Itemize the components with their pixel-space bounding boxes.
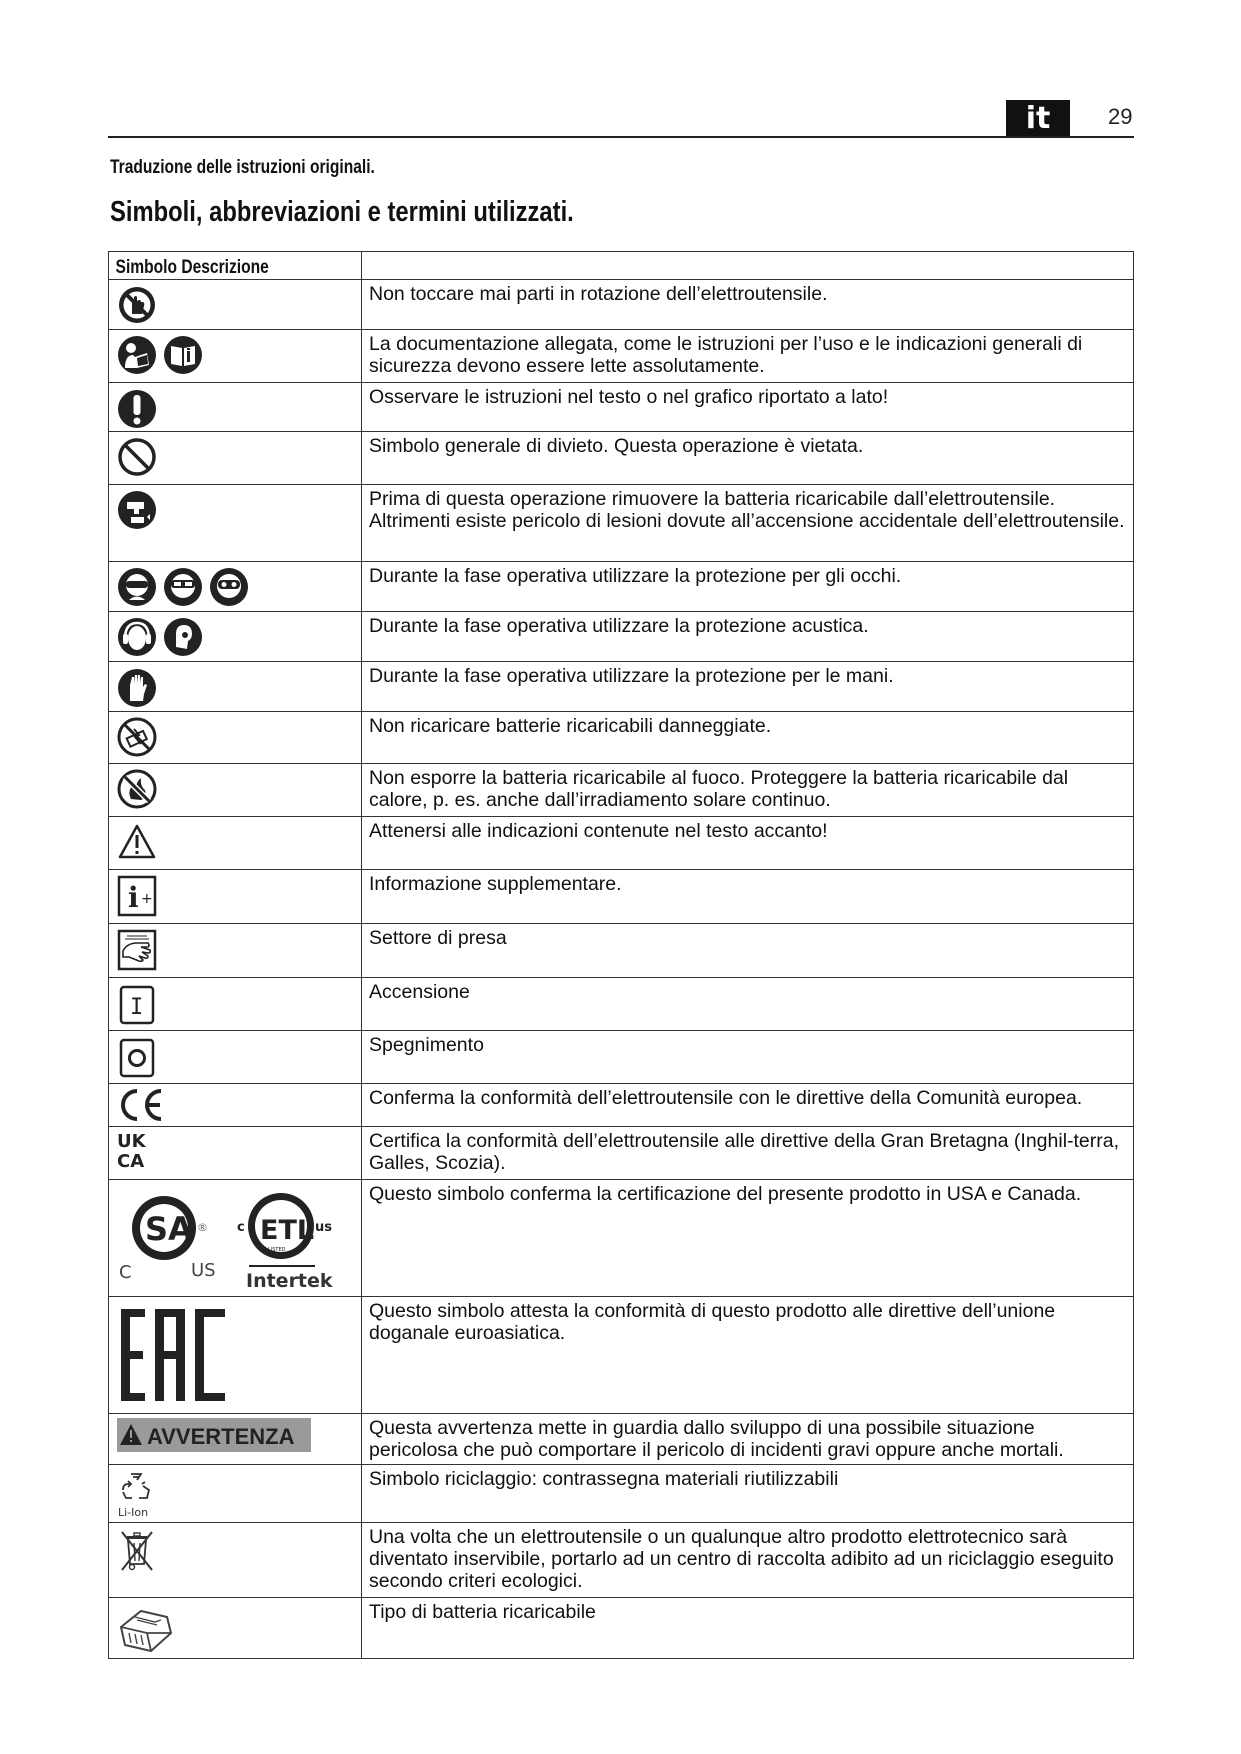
warning-triangle-icon <box>117 822 157 862</box>
table-header-cell <box>109 252 362 280</box>
table-row <box>109 383 1134 432</box>
document-subtitle: Traduzione delle istruzioni originali. <box>110 157 375 178</box>
row-description: Osservare le istruzioni nel testo o nel grafico riportato a lato! <box>362 383 1134 432</box>
etl-letters: ETL <box>260 1215 315 1246</box>
row-description: Conferma la conformità dell’elettroutensile con le direttive della Comunità europea. <box>362 1084 1134 1127</box>
goggles-icon <box>163 567 203 607</box>
table-row <box>109 485 1134 562</box>
plus-glyph: + <box>141 891 153 907</box>
page-title: Simboli, abbreviazioni e termini utilizzati. <box>110 196 574 228</box>
row-description: Informazione supplementare. <box>362 870 1134 924</box>
language-badge: it <box>1006 100 1070 136</box>
safety-glasses-icon <box>117 567 157 607</box>
etl-mark-icon <box>237 1186 337 1292</box>
table-header-row <box>109 252 1134 280</box>
ear-protection-icon <box>163 617 203 657</box>
table-row <box>109 1084 1134 1127</box>
row-description: Certifica la conformità dell’elettroutensile alle direttive della Gran Bretagna (Inghil-terra, Galles, Scozia). <box>362 1127 1134 1180</box>
table-row <box>109 817 1134 870</box>
row-description: Accensione <box>362 978 1134 1031</box>
hand-protection-icon <box>117 667 157 709</box>
table-row <box>109 1414 1134 1465</box>
row-description: Attenersi alle indicazioni contenute nel testo accanto! <box>362 817 1134 870</box>
table-row <box>109 924 1134 978</box>
row-description: Spegnimento <box>362 1031 1134 1084</box>
row-description: Non toccare mai parti in rotazione dell’elettroutensile. <box>362 280 1134 330</box>
no-charge-damaged-battery-icon <box>117 717 157 757</box>
row-description: Questo simbolo conferma la certificazione del presente prodotto in USA e Canada. <box>362 1180 1134 1297</box>
row-description: Una volta che un elettroutensile o un qualunque altro prodotto elettrotecnico sarà diventato inservibile, portarlo ad un centro di raccolta adibito ad un riciclaggio eseguito secondo criteri ecologici. <box>362 1523 1134 1598</box>
listed-text: LISTED <box>268 1247 286 1253</box>
table-row <box>109 1297 1134 1414</box>
table-row <box>109 978 1134 1031</box>
header-rule <box>108 136 1134 138</box>
intertek-text: Intertek <box>246 1270 333 1292</box>
ear-muffs-icon <box>117 617 157 657</box>
table-header-empty <box>362 252 1134 280</box>
ukca-mark-icon <box>117 1130 151 1170</box>
table-row <box>109 712 1134 764</box>
table-row <box>109 1031 1134 1084</box>
on-glyph: I <box>130 995 144 1020</box>
table-row <box>109 1465 1134 1523</box>
li-ion-text: Li-Ion <box>118 1506 149 1519</box>
row-description: Durante la fase operativa utilizzare la protezione per le mani. <box>362 662 1134 712</box>
registered-mark: ® <box>197 1221 208 1234</box>
recycling-li-ion-icon <box>117 1468 161 1520</box>
table-row <box>109 1180 1134 1297</box>
row-description: La documentazione allegata, come le istruzioni per l’uso e le indicazioni generali di sicurezza devono essere lette assolutamente. <box>362 330 1134 383</box>
row-description: Simbolo riciclaggio: contrassegna materiali riutilizzabili <box>362 1465 1134 1523</box>
row-description: Non ricaricare batterie ricaricabili danneggiate. <box>362 712 1134 764</box>
table-row <box>109 432 1134 485</box>
table-header: Simbolo Descrizione <box>115 257 269 278</box>
eye-protection-icon <box>209 567 249 607</box>
eac-mark-icon <box>117 1305 233 1405</box>
row-description: Durante la fase operativa utilizzare la protezione acustica. <box>362 612 1134 662</box>
row-description: Durante la fase operativa utilizzare la protezione per gli occhi. <box>362 562 1134 612</box>
weee-bin-icon <box>117 1528 157 1574</box>
row-description: Questo simbolo attesta la conformità di questo prodotto alle direttive dell’unione doganale euroasiatica. <box>362 1297 1134 1414</box>
table-row <box>109 764 1134 817</box>
row-description: Simbolo generale di divieto. Questa operazione è vietata. <box>362 432 1134 485</box>
table-row <box>109 662 1134 712</box>
page-number: 29 <box>1108 104 1133 129</box>
warning-label-icon <box>117 1418 311 1452</box>
row-description: Prima di questa operazione rimuovere la batteria ricaricabile dall’elettroutensile. Altrimenti esiste pericolo di lesioni dovute all’accensione accidentale dell’elettroutensile. <box>362 485 1134 562</box>
remove-battery-icon <box>117 490 157 530</box>
table-row <box>109 1127 1134 1180</box>
table-row <box>109 562 1134 612</box>
table-row <box>109 330 1134 383</box>
info-plus-icon <box>117 875 157 917</box>
no-touch-rotating-icon <box>117 285 157 325</box>
ca-text: CA <box>117 1151 145 1170</box>
etl-c: c <box>237 1220 245 1235</box>
row-description: Non esporre la batteria ricaricabile al fuoco. Proteggere la batteria ricaricabile dal calore, p. es. anche dall’irradiamento solare continuo. <box>362 764 1134 817</box>
ce-mark-icon <box>117 1087 167 1123</box>
table-row <box>109 1523 1134 1598</box>
person-reading-icon <box>117 335 157 375</box>
csa-mark-icon <box>117 1186 217 1286</box>
csa-us: US <box>191 1260 216 1281</box>
table-row <box>109 870 1134 924</box>
table-row <box>109 612 1134 662</box>
power-off-icon <box>117 1036 157 1080</box>
power-on-icon <box>117 983 157 1027</box>
symbols-table <box>108 251 1134 1659</box>
info-glyph: i <box>128 881 139 914</box>
prohibition-icon <box>117 437 157 477</box>
read-manual-icon <box>163 335 203 375</box>
table-row <box>109 1598 1134 1659</box>
mandatory-exclamation-icon <box>117 388 157 430</box>
etl-us: us <box>315 1220 332 1235</box>
row-description: Questa avvertenza mette in guardia dallo sviluppo di una possibile situazione pericolosa che può comportare il pericolo di incidenti gravi oppure anche mortali. <box>362 1414 1134 1465</box>
row-description: Settore di presa <box>362 924 1134 978</box>
csa-letters: SA <box>145 1210 193 1248</box>
csa-c: C <box>119 1262 132 1283</box>
table-row <box>109 280 1134 330</box>
battery-pack-icon <box>117 1603 175 1655</box>
grip-area-icon <box>117 929 157 971</box>
no-fire-battery-icon <box>117 769 157 809</box>
warning-label-text: AVVERTENZA <box>147 1424 295 1449</box>
uk-text: UK <box>117 1131 146 1152</box>
row-description: Tipo di batteria ricaricabile <box>362 1598 1134 1659</box>
